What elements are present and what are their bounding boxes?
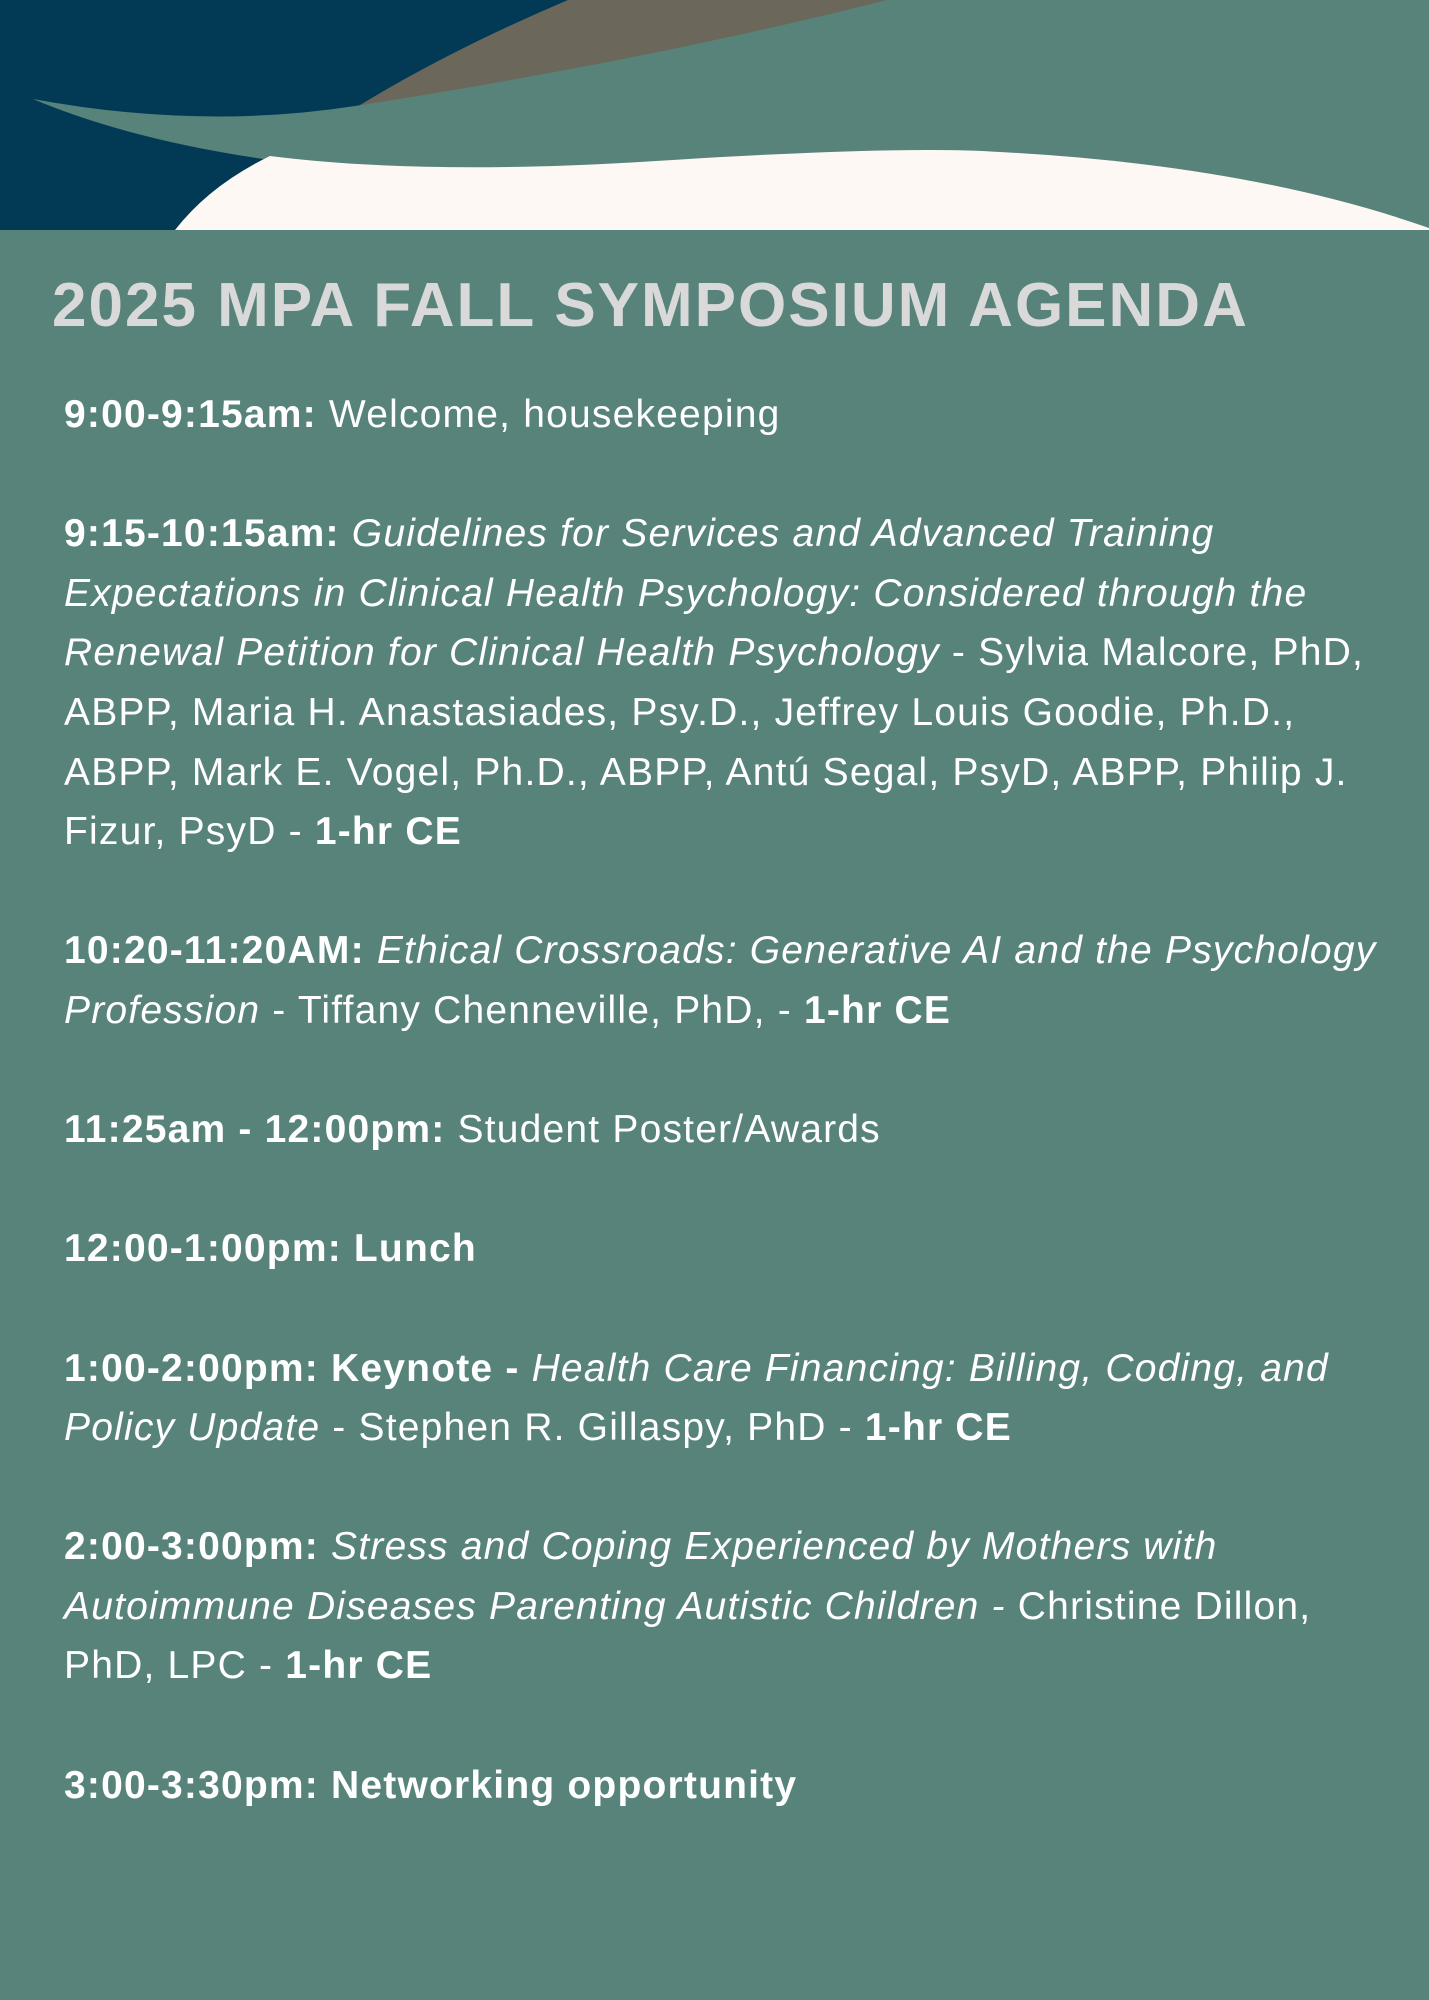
agenda-item [64,1756,1414,1816]
session-details: - Tiffany Chenneville, PhD, - [260,988,804,1032]
agenda-time-or-emphasis: 9:15-10:15am: [64,512,352,556]
session-details: - Sylvia Malcore, PhD, ABPP, Maria H. Anastasiades, Psy.D., Jeffrey Louis Goodie, Ph.D., ABPP, Mark E. Vogel, Ph.D., ABPP, Antú Segal, PsyD, ABPP, Philip J. Fizur, PsyD - [64,631,1365,854]
agenda-item [64,921,1414,1040]
agenda-item [64,1517,1414,1696]
header-wave-art [0,0,1429,230]
agenda-time-or-emphasis: 9:00-9:15am: [64,393,329,436]
agenda-time-or-emphasis: 1-hr CE [803,988,952,1032]
agenda-item [64,1339,1414,1458]
agenda-time-or-emphasis: 12:00-1:00pm: Lunch [64,1227,477,1271]
session-details: - Stephen R. Gillaspy, PhD - [320,1406,865,1450]
agenda-time-or-emphasis: 11:25am - 12:00pm: [64,1108,458,1152]
session-details: Student Poster/Awards [457,1108,881,1152]
page-title: 2025 MPA FALL SYMPOSIUM AGENDA [52,271,1249,340]
agenda-time-or-emphasis: 3:00-3:30pm: Networking opportunity [64,1763,798,1807]
agenda-item [64,504,1414,862]
session-details: Christine Dillon, PhD, LPC - [64,1584,1312,1688]
agenda-item [64,1219,1414,1279]
agenda-item [64,385,1414,445]
session-title: Health Care Financing: Billing, Coding, and Policy Update [64,1346,1329,1450]
agenda-time-or-emphasis: 1-hr CE [864,1406,1012,1450]
session-title: Guidelines for Services and Advanced Training Expectations in Clinical Health Psychology: Considered through the Renewal Petition for Clinical Health Psychology [64,512,1308,675]
agenda-time-or-emphasis: 1-hr CE [285,1644,433,1688]
session-title: Stress and Coping Experienced by Mothers with Autoimmune Diseases Parenting Autistic Children - [64,1525,1218,1628]
session-details: Welcome, housekeeping [328,393,781,436]
agenda-list [64,385,1414,1875]
session-title: Ethical Crossroads: Generative AI and the Psychology Profession [64,929,1377,1032]
agenda-item [64,1100,1414,1160]
agenda-time-or-emphasis: 10:20-11:20AM: [64,929,377,973]
agenda-time-or-emphasis: 1:00-2:00pm: Keynote - [64,1346,532,1390]
agenda-time-or-emphasis: 2:00-3:00pm: [64,1525,332,1569]
agenda-time-or-emphasis: 1-hr CE [314,810,462,854]
